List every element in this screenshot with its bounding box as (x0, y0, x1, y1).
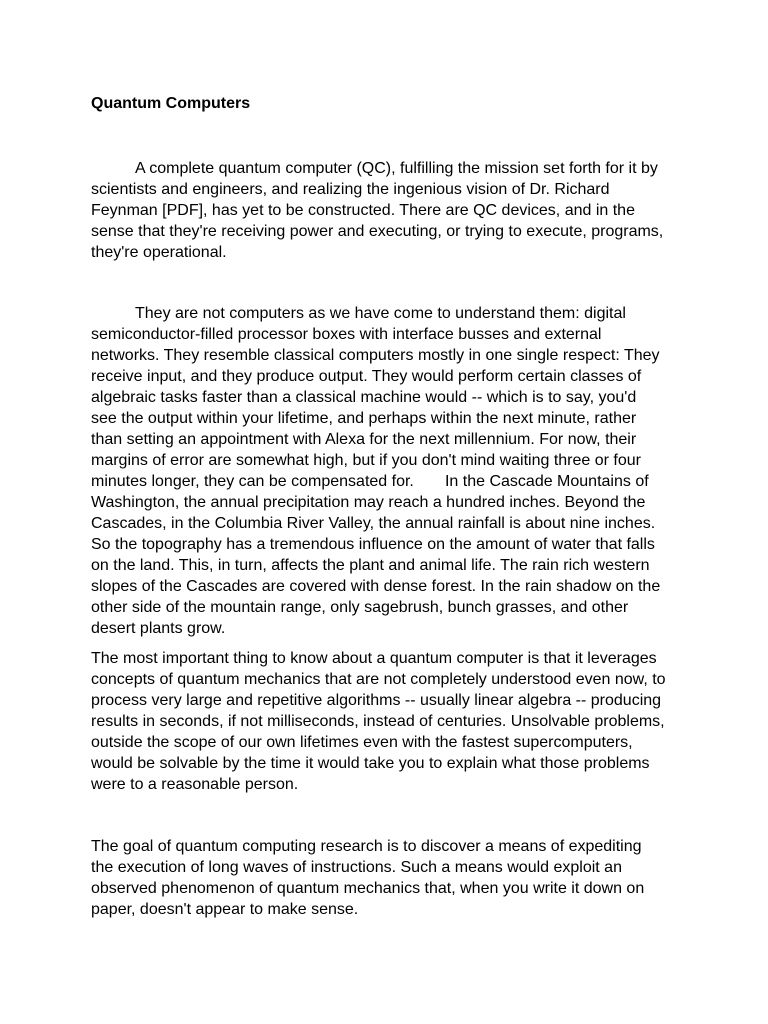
paragraph-line: on the land. This, in turn, affects the plant and animal life. The rain rich western (91, 557, 650, 574)
paragraph-line: Cascades, in the Columbia River Valley, the annual rainfall is about nine inches. (91, 515, 656, 532)
paragraph-line: algebraic tasks faster than a classical machine would -- which is to say, you'd (91, 389, 637, 406)
paragraph-line: So the topography has a tremendous influence on the amount of water that falls (91, 536, 655, 553)
paragraph-line: concepts of quantum mechanics that are not completely understood even now, to (91, 671, 666, 688)
paragraph-4 (91, 836, 677, 920)
paragraph-line: semiconductor-filled processor boxes with interface busses and external (91, 326, 602, 343)
paragraph-line: would be solvable by the time it would take you to explain what those problems (91, 755, 650, 772)
paragraph-line: desert plants grow. (91, 620, 226, 637)
paragraph-line: The most important thing to know about a quantum computer is that it leverages (91, 650, 657, 667)
paragraph-line: they're operational. (91, 244, 227, 261)
paragraph-line: A complete quantum computer (QC), fulfilling the mission set forth for it by (135, 160, 658, 177)
paragraph-1 (91, 158, 677, 263)
paragraph-line: scientists and engineers, and realizing the ingenious vision of Dr. Richard (91, 181, 610, 198)
paragraph-line: paper, doesn't appear to make sense. (91, 901, 359, 918)
paragraph-line: receive input, and they produce output. They would perform certain classes of (91, 368, 642, 385)
paragraph-line: results in seconds, if not milliseconds, instead of centuries. Unsolvable problems, (91, 713, 665, 730)
paragraph-line: observed phenomenon of quantum mechanics that, when you write it down on (91, 880, 645, 897)
paragraph-line: Washington, the annual precipitation may reach a hundred inches. Beyond the (91, 494, 646, 511)
paragraph-3 (91, 648, 677, 795)
paragraph-line: sense that they're receiving power and executing, or trying to execute, programs, (91, 223, 664, 240)
paragraph-line: minutes longer, they can be compensated for. In the Cascade Mountains of (91, 473, 649, 490)
paragraph-2 (91, 303, 677, 639)
paragraph-line: networks. They resemble classical computers mostly in one single respect: They (91, 347, 660, 364)
paragraph-line: They are not computers as we have come to understand them: digital (135, 305, 626, 322)
paragraph-line: than setting an appointment with Alexa for the next millennium. For now, their (91, 431, 637, 448)
paragraph-line: margins of error are somewhat high, but if you don't mind waiting three or four (91, 452, 641, 469)
paragraph-line: the execution of long waves of instructions. Such a means would exploit an (91, 859, 622, 876)
paragraph-line: The goal of quantum computing research is to discover a means of expediting (91, 838, 642, 855)
paragraph-line: outside the scope of our own lifetimes even with the fastest supercomputers, (91, 734, 633, 751)
paragraph-line: other side of the mountain range, only sagebrush, bunch grasses, and other (91, 599, 629, 616)
paragraph-line: Feynman [PDF], has yet to be constructed. There are QC devices, and in the (91, 202, 635, 219)
document-title: Quantum Computers (91, 95, 251, 112)
paragraph-line: were to a reasonable person. (91, 776, 299, 793)
paragraph-line: process very large and repetitive algorithms -- usually linear algebra -- producing (91, 692, 662, 709)
paragraph-line: see the output within your lifetime, and perhaps within the next minute, rather (91, 410, 637, 427)
paragraph-line: slopes of the Cascades are covered with dense forest. In the rain shadow on the (91, 578, 661, 595)
